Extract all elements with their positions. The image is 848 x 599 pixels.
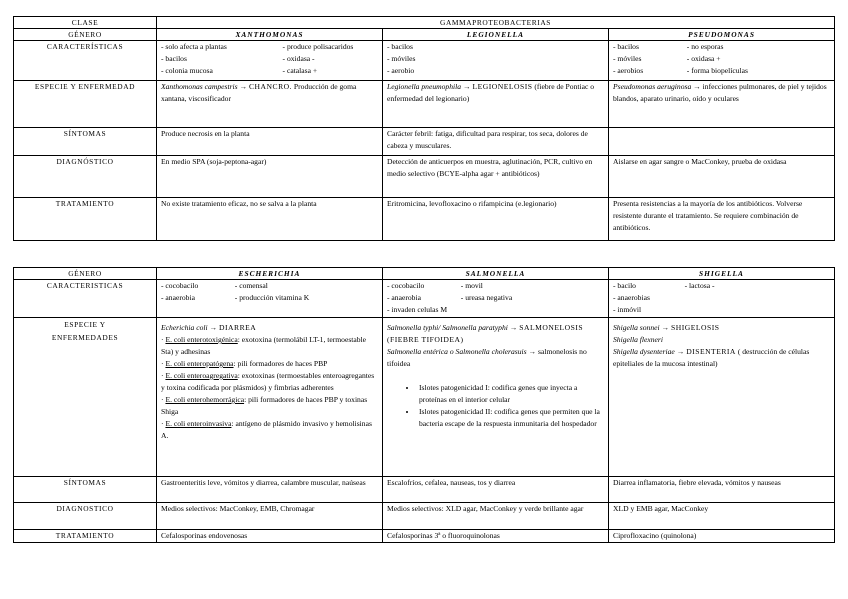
pseudomonas-treatment: Presenta resistencias a la mayoría de los antibióticos. Volverse resistente durante el tratamiento. Se requiere combinación de antibióticos. (609, 198, 835, 241)
legionella-characteristics (383, 41, 609, 81)
arrow-icon: → (661, 323, 670, 332)
shigella-treatment: Ciprofloxacino (quinolona) (609, 530, 835, 543)
char-item: - movil (460, 281, 483, 290)
char-item: - lactosa - (684, 281, 715, 290)
legionella-species (383, 81, 609, 128)
genus-shigella: SHIGELLA (609, 268, 835, 280)
char-item: - oxidasa - (282, 54, 315, 63)
arrow-icon: → (462, 82, 471, 91)
char-row (161, 53, 378, 65)
char-row (161, 41, 378, 53)
char-item: - inmóvil (613, 305, 642, 314)
pseudomonas-species (609, 81, 835, 128)
xanthomonas-symptoms: Produce necrosis en la planta (157, 128, 383, 156)
species-name: Echerichia coli (161, 323, 208, 332)
char-item: - forma biopelículas (686, 66, 748, 75)
disease-name: SALMONELOSIS (FIEBRE TIFOIDEA) (387, 323, 584, 344)
list-item: • Islotes patogenicidad II: codifica genes que permiten que la bacteria escape de la respuesta inmunitaria del hospedador (417, 406, 604, 430)
xanthomonas-treatment: No existe tratamiento eficaz, no se salva a la planta (157, 198, 383, 241)
xanthomonas-diagnosis: En medio SPA (soja-peptona-agar) (157, 156, 383, 198)
char-item: - bacilos (161, 54, 187, 63)
char-row (613, 280, 830, 292)
disease-desc: ( destrucción de células epiteliales de la mucosa intestinal) (613, 347, 810, 368)
table-gammaproteobacterias-1 (13, 16, 835, 241)
genero-label: GÉNERO (14, 268, 157, 280)
ecoli-item (161, 358, 378, 370)
ecoli-type: E. coli enteroinvasiva (165, 419, 232, 428)
table-gammaproteobacterias-2 (13, 267, 835, 543)
char-item: - ureasa negativa (460, 293, 513, 302)
shigella-diagnosis: XLD y EMB agar, MacConkey (609, 503, 835, 530)
species-line (387, 346, 604, 370)
shigella-symptoms: Diarrea inflamatoria, fiebre elevada, vómitos y nauseas (609, 477, 835, 503)
escherichia-diagnosis: Medios selectivos: MacConkey, EMB, Chromagar (157, 503, 383, 530)
caracteristicas-label: CARACTERISTICAS (14, 280, 157, 318)
char-item: - colonia mucosa (161, 66, 213, 75)
ecoli-item (161, 370, 378, 394)
arrow-icon: → (693, 82, 701, 91)
arrow-icon: → (676, 347, 685, 356)
char-item: - bacilos (387, 42, 413, 51)
char-item: - aerobio (387, 66, 415, 75)
legionella-treatment: Eritromicina, levofloxacino o rifampicina (e.legionario) (383, 198, 609, 241)
especie-label: ESPECIE Y ENFERMEDAD (14, 81, 157, 128)
ecoli-desc: : exotoxinas (termoestables enteroagregantes y toxina codificada por plásmidos) y fimbrias adherentes (161, 371, 375, 392)
tratamiento-label: TRATAMIENTO (14, 530, 157, 543)
char-row (161, 292, 378, 304)
ecoli-desc: : antígeno de plásmido invasivo y hemolisinas A. (161, 419, 372, 440)
especie-label-text: ESPECIE Y ENFERMEDADES (51, 320, 119, 342)
char-item: - oxidasa + (686, 54, 721, 63)
ecoli-item (161, 334, 378, 358)
tratamiento-label: TRATAMIENTO (14, 198, 157, 241)
char-item: - móviles (387, 54, 416, 63)
xanthomonas-characteristics (157, 41, 383, 81)
species-line (613, 346, 830, 370)
pseudomonas-symptoms (609, 128, 835, 156)
ecoli-type: E. coli enteroagregativa (165, 371, 238, 380)
char-item: - producción vitamina K (234, 293, 310, 302)
bullet-icon: · (161, 335, 164, 344)
char-item: - catalasa + (282, 66, 318, 75)
salmonella-symptoms: Escalofríos, cefalea, nauseas, tos y diarrea (383, 477, 609, 503)
char-item: - anaerobias (613, 293, 650, 302)
genus-legionella: LEGIONELLA (383, 29, 609, 41)
genus-escherichia: ESCHERICHIA (157, 268, 383, 280)
sintomas-label: SÍNTOMAS (14, 477, 157, 503)
disease-name: CHANCRO. (248, 82, 293, 91)
arrow-icon: → (509, 323, 518, 332)
species-name: Shigella sonnei (613, 323, 660, 332)
xanthomonas-species (157, 81, 383, 128)
disease-name: DIARREA (219, 323, 257, 332)
legionella-symptoms: Carácter febril: fatiga, dificultad para respirar, tos seca, dolores de cabeza y musculares. (383, 128, 609, 156)
clase-value: GAMMAPROTEOBACTERIAS (157, 17, 835, 29)
escherichia-treatment: Cefalosporinas endovenosas (157, 530, 383, 543)
genus-xanthomonas: XANTHOMONAS (157, 29, 383, 41)
ecoli-desc: : exotoxina (termolábil LT-1, termoestable Sta) y adhesinas (161, 335, 367, 356)
char-row (387, 292, 604, 304)
char-item: - bacilo (613, 281, 636, 290)
char-item: - cocobacilo (387, 281, 425, 290)
salmonella-characteristics (383, 280, 609, 318)
legionella-diagnosis: Detección de anticuerpos en muestra, aglutinación, PCR, cultivo en medio selectivo (BCYE-alpha agar + antibióticos) (383, 156, 609, 198)
ecoli-item (161, 418, 378, 442)
disease-name: salmonelosis no tifoidea (387, 347, 587, 368)
species-desc: Producción de goma xantana, viscosificador (161, 82, 357, 103)
species-name: Xanthomonas campestris (161, 82, 238, 91)
bullet-icon: · (161, 419, 164, 428)
salmonella-species (383, 318, 609, 477)
char-item: - invaden celulas M (387, 305, 448, 314)
ecoli-type: E. coli enteropatógena (165, 359, 234, 368)
escherichia-characteristics (157, 280, 383, 318)
ecoli-item (161, 394, 378, 418)
char-item: - comensal (234, 281, 268, 290)
char-row (613, 53, 830, 65)
char-item: - no esporas (686, 42, 724, 51)
char-item: - aerobios (613, 66, 644, 75)
species-name: Shigella flexneri (613, 335, 663, 344)
disease-name: LEGIONELOSIS (472, 82, 533, 91)
char-row (613, 65, 830, 77)
shigella-characteristics (609, 280, 835, 318)
pseudomonas-characteristics (609, 41, 835, 81)
char-row (161, 65, 378, 77)
arrow-icon: → (239, 82, 248, 91)
char-item: - cocobacilo (161, 281, 199, 290)
clase-label: CLASE (14, 17, 157, 29)
salmonella-treatment: Cefalosporinas 3ª o fluoroquinolonas (383, 530, 609, 543)
ecoli-type: E. coli enterotoxigénica (165, 335, 238, 344)
disease-name: SHIGELOSIS (671, 323, 720, 332)
species-name: Legionella pneumophila (387, 82, 462, 91)
list-item: • Islotes patogenicidad I: codifica genes que inyecta a proteínas en el interior celular (417, 382, 604, 406)
diagnostico-label: DIAGNÓSTICO (14, 156, 157, 198)
species-line (387, 322, 604, 346)
char-row (161, 280, 378, 292)
species-line (613, 334, 830, 346)
species-name: Salmonella typhi/ Salmonella paratyphi (387, 323, 508, 332)
species-line (161, 322, 378, 334)
species-desc: infecciones pulmonares, de piel y tejidos blandos, aparato urinario, oído y oculares (613, 82, 827, 103)
char-item: - solo afecta a plantas (161, 42, 227, 51)
arrow-icon: → (528, 347, 537, 356)
char-item: - bacilos (613, 42, 639, 51)
disease-name: DISENTERIA (686, 347, 736, 356)
genero-label: GÉNERO (14, 29, 157, 41)
escherichia-species (157, 318, 383, 477)
species-line (613, 322, 830, 334)
escherichia-symptoms: Gastroenteritis leve, vómitos y diarrea, calambre muscular, naúseas (157, 477, 383, 503)
species-name: Salmonella entérica o Salmonella cholerasuis (387, 347, 527, 356)
genus-pseudomonas: PSEUDOMONAS (609, 29, 835, 41)
bullet-icon: · (161, 359, 164, 368)
char-item: - móviles (613, 54, 642, 63)
char-item: - anaerobia (161, 293, 195, 302)
species-name: Pseudomonas aeruginosa (613, 82, 692, 91)
ecoli-desc: : pili formadores de haces PBP y toxinas Shiga (161, 395, 368, 416)
pseudomonas-diagnosis: Aislarse en agar sangre o MacConkey, prueba de oxidasa (609, 156, 835, 198)
diagnostico-label: DIAGNOSTICO (14, 503, 157, 530)
char-item: - produce polisacaridos (282, 42, 354, 51)
char-row (613, 41, 830, 53)
bullet-icon: · (161, 371, 164, 380)
pathogenicity-list (387, 382, 604, 430)
especie-label (14, 318, 157, 477)
shigella-species (609, 318, 835, 477)
ecoli-desc: : pili formadores de haces PBP (233, 359, 328, 368)
species-name: Shigella dysenteriae (613, 347, 675, 356)
bullet-icon: · (161, 395, 164, 404)
char-row (387, 280, 604, 292)
genus-salmonella: SALMONELLA (383, 268, 609, 280)
caracteristicas-label: CARACTERÍSTICAS (14, 41, 157, 81)
species-desc: (fiebre de Pontiac o enfermedad del legionario) (387, 82, 595, 103)
ecoli-type: E. coli enterohemorrágica (165, 395, 245, 404)
char-item: - anaerobia (387, 293, 421, 302)
arrow-icon: → (209, 323, 218, 332)
salmonella-diagnosis: Medios selectivos: XLD agar, MacConkey y verde brillante agar (383, 503, 609, 530)
sintomas-label: SÍNTOMAS (14, 128, 157, 156)
